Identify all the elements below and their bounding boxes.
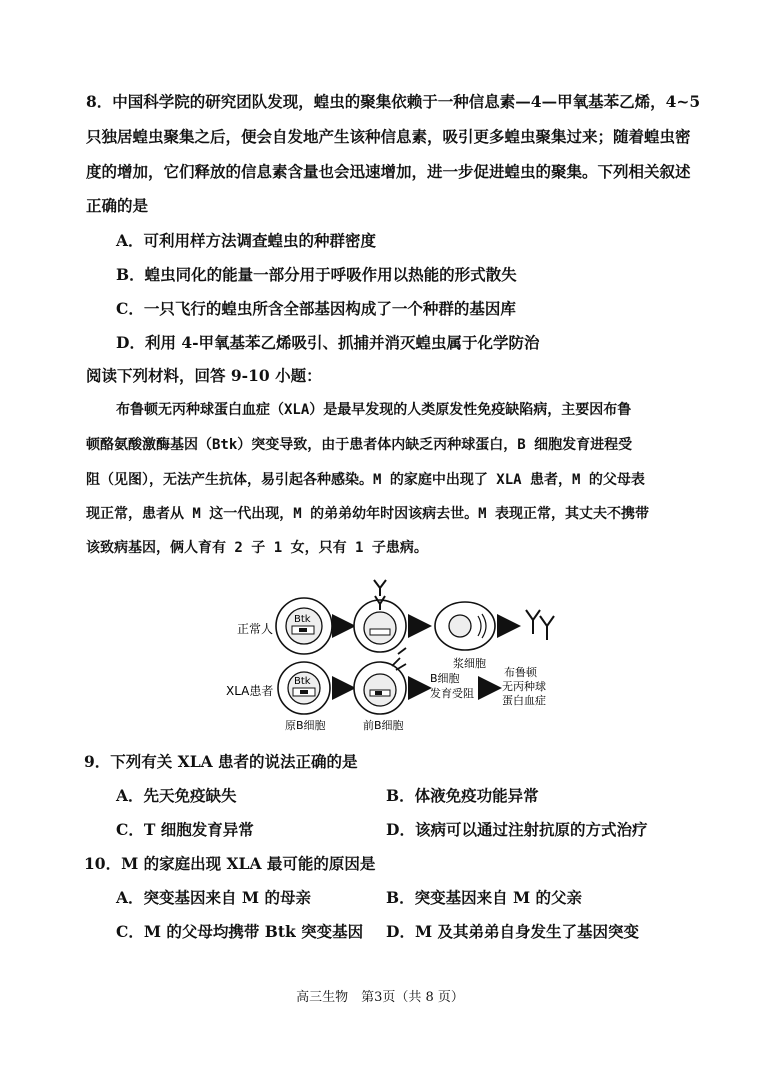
- q9-stem: 9．下列有关 XLA 患者的说法正确的是: [84, 752, 358, 771]
- arrow-row2-1: [334, 685, 350, 691]
- blocked-label-2: 发育受阻: [430, 687, 474, 700]
- q10-stem: 10．M 的家庭出现 XLA 最可能的原因是: [84, 854, 376, 873]
- q8-stem-line-1: 8．中国科学院的研究团队发现，蝗虫的聚集依赖于一种信息素—4—甲氧基苯乙烯，4~5: [86, 92, 701, 111]
- disease-label-2: 无丙种球: [502, 680, 546, 693]
- material-line-2: 顿酪氨酸激酶基因（Btk）突变导致，由于患者体内缺乏丙种球蛋白，B 细胞发育进程受: [86, 437, 633, 453]
- plasma-cell: [435, 602, 495, 670]
- arrow-row1-2: [410, 623, 426, 629]
- pre-b-label: 前B细胞: [363, 719, 404, 732]
- material-intro: 阅读下列材料，回答 9-10 小题：: [86, 366, 322, 385]
- page-footer: 高三生物 第3页（共 8 页）: [296, 990, 464, 1005]
- normal-pro-b-cell: [276, 598, 332, 654]
- row2-label: XLA患者: [226, 684, 274, 698]
- q8-option-a: A．可利用样方法调查蝗虫的种群密度: [116, 231, 377, 250]
- b-cell-development-figure: [220, 568, 570, 738]
- material-line-5: 该致病基因，俩人育有 2 子 1 女，只有 1 子患病。: [86, 540, 428, 556]
- antibody-receptor-icon: [374, 580, 386, 596]
- q9-option-a: A．先天免疫缺失: [116, 786, 237, 805]
- q8-option-d: D．利用 4-甲氧基苯乙烯吸引、抓捕并消灭蝗虫属于化学防治: [116, 333, 540, 352]
- q10-option-d: D．M 及其弟弟自身发生了基因突变: [386, 922, 639, 941]
- xla-pro-b-cell: [278, 662, 330, 714]
- material-line-1: 布鲁顿无丙种球蛋白血症（XLA）是最早发现的人类原发性免疫缺陷病，主要因布鲁: [116, 402, 632, 418]
- disease-label-1: 布鲁顿: [504, 666, 537, 679]
- q9-option-d: D．该病可以通过注射抗原的方式治疗: [386, 820, 648, 839]
- q10-option-c: C．M 的父母均携带 Btk 突变基因: [116, 922, 364, 941]
- q8-stem-line-3: 度的增加，它们释放的信息素含量也会迅速增加，进一步促进蝗虫的聚集。下列相关叙述: [86, 162, 691, 181]
- q10-option-b: B．突变基因来自 M 的父亲: [386, 888, 583, 907]
- q8-option-c: C．一只飞行的蝗虫所含全部基因构成了一个种群的基因库: [116, 299, 516, 318]
- material-line-4: 现正常，患者从 M 这一代出现，M 的弟弟幼年时因该病去世。M 表现正常，其丈夫不携带: [86, 506, 649, 522]
- antibodies-icon: [526, 610, 554, 640]
- q8-stem-line-2: 只独居蝗虫聚集之后，便会自发地产生该种信息素，吸引更多蝗虫聚集过来；随着蝗虫密: [86, 127, 691, 146]
- xla-pre-b-cell: [354, 648, 406, 714]
- q10-option-a: A．突变基因来自 M 的母亲: [116, 888, 311, 907]
- material-line-3: 阻（见图），无法产生抗体，易引起各种感染。M 的家庭中出现了 XLA 患者，M 的父母表: [86, 472, 645, 488]
- arrow-row1-1: [334, 623, 350, 629]
- disease-label-3: 蛋白血症: [502, 694, 546, 707]
- arrow-row2-2: [410, 685, 426, 691]
- q8-stem-line-4: 正确的是: [86, 196, 149, 215]
- q8-option-b: B．蝗虫同化的能量一部分用于呼吸作用以热能的形式散失: [116, 265, 517, 284]
- plasma-cell-label: 浆细胞: [453, 657, 486, 670]
- blocked-label-1: B细胞: [430, 672, 460, 685]
- pro-b-label: 原B细胞: [285, 719, 326, 732]
- btk-label-1: Btk: [294, 614, 311, 625]
- btk-label-2: Btk: [294, 676, 311, 687]
- normal-pre-b-cell: [354, 580, 406, 652]
- q9-option-b: B．体液免疫功能异常: [386, 786, 539, 805]
- row1-label: 正常人: [237, 622, 274, 636]
- q9-option-c: C．T 细胞发育异常: [116, 820, 254, 839]
